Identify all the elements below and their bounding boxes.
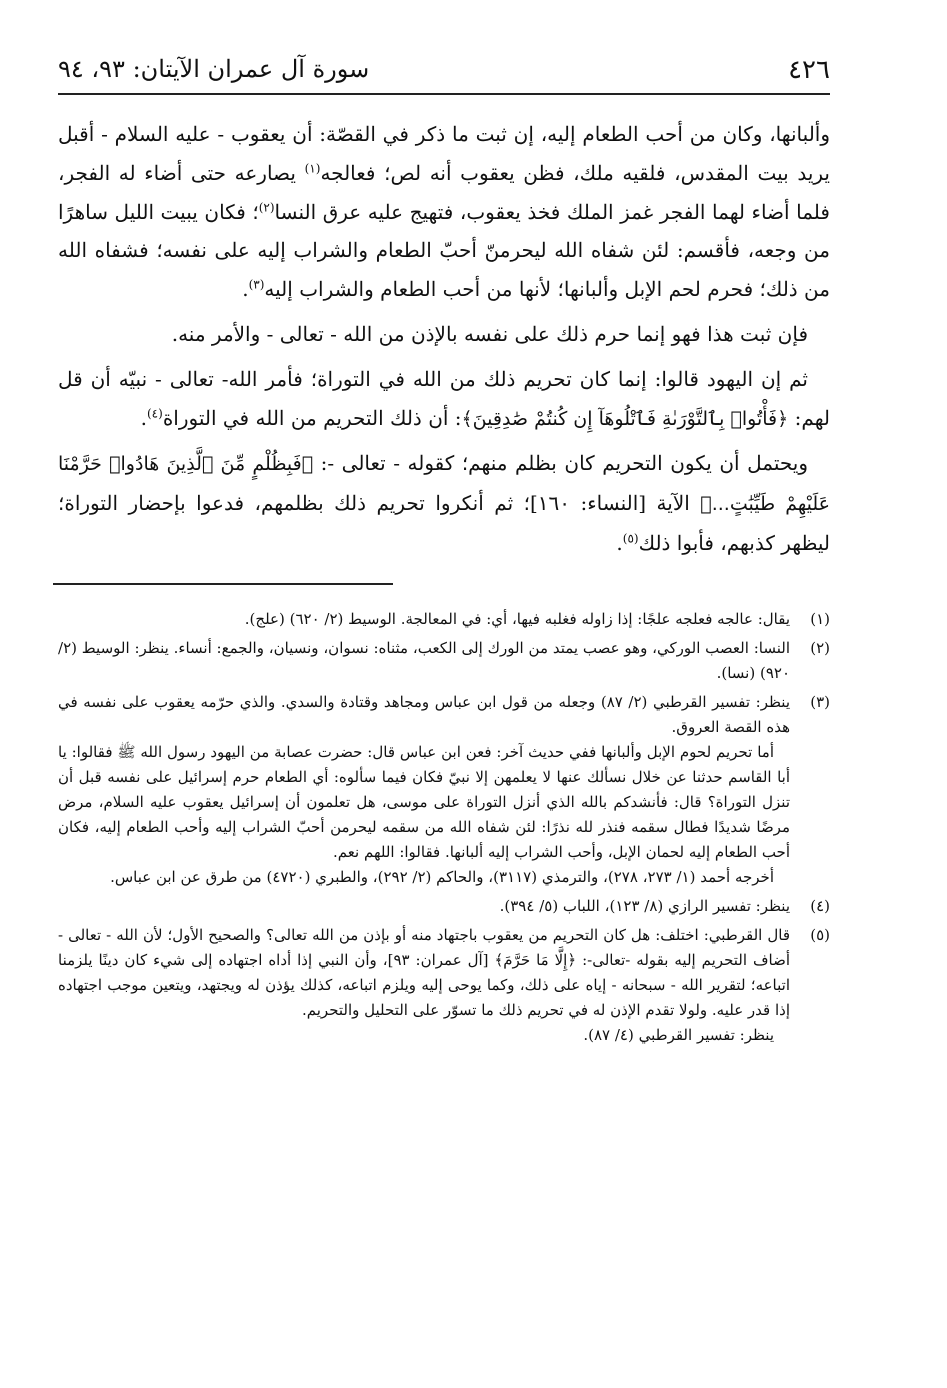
- text-run: الآية [النساء: ١٦٠]؛ ثم أنكروا تحريم ذلك بظلمهم، فدعوا بإحضار التوراة؛ ليظهر كذبهم، فأبوا ذلك: [58, 491, 830, 555]
- paragraph-4: [58, 444, 830, 562]
- footnote-ref: (١): [304, 161, 321, 176]
- footnote-line: ينظر: تفسير الرازي (٨/ ١٢٣)، اللباب (٥/ ٣٩٤).: [499, 896, 790, 915]
- footnote-ref: (٥): [622, 531, 639, 546]
- footnote-line: قال القرطبي: اختلف: هل كان التحريم من يعقوب باجتهاد منه أو بإذن من الله تعالى؟ والصحيح الأول؛ لأن الله - تعالى - أضاف التحريم إليه بقوله -تعالى-: ﴿إِلَّا مَا حَرَّمَ﴾ [آل عمران: ٩٣]، وأن النبي إذا أداه اجتهاده إلى شيء كان دينًا يلزمنا اتباعه؛ لتقرير الله - سبحانه - إياه على ذلك، وكما يوحى إليه ويلزم اتباعه، كذلك يؤذن له ويجتهد، ويتعين موجب اجتهاده إذا قدر عليه. ولولا تقدم الإذن له في تحريم ذلك ما تسوّر على التحليل والتحريم.: [58, 925, 790, 1019]
- footnote-body: [58, 690, 790, 890]
- text-run: وألبانها، وكان من أحب الطعام إليه، إن ثبت ما ذكر في القصّة: أن يعقوب - عليه السلام - أقبل يريد بيت المقدس، فلقيه ملك، فظن يعقوب أنه لص؛ فعالجه: [58, 122, 830, 185]
- footnote-line: النسا: العصب الوركي، وهو عصب يمتد من الورك إلى الكعب، مثناه: نسوان، ونسيان، والجمع: أنساء. ينظر: الوسيط (٢/ ٩٢٠) (نسا).: [58, 638, 790, 682]
- footnote-line: أما تحريم لحوم الإبل وألبانها ففي حديث آخر: فعن ابن عباس قال: حضرت عصابة من اليهود رسول الله ﷺ فقالوا: يا أبا القاسم حدثنا عن خلال نسألك عنها لا يعلمهن إلا نبيّ فكان فيما سألوه: أي الطعام حرم إسرائيل على نفسه قبل أن تنزل التوراة؟ قال: فأنشدكم بالله الذي أنزل التوراة على موسى، هل تعلمون أن إسرائيل يعقوب عليه السلام، مرض مرضًا شديدًا فطال سقمه فنذر لله نذرًا: لئن شفاه الله من سقمه ليحرمن أحبّ الشراب إليه وأحب الطعام إليه، فكان أحب الطعام إليه لحمان الإبل، وأحب الشراب إليه ألبانها. فقالوا: اللهم نعم.: [58, 742, 790, 861]
- text-run: ؛ فكان يبيت الليل ساهرًا من وجعه، فأقسم: لئن شفاه الله ليحرمنّ أحبّ الطعام والشراب إليه على نفسه؛ فشفاه الله من ذلك؛ فحرم لحم الإبل وألبانها؛ لأنها من أحب الطعام والشراب إليه: [58, 199, 830, 302]
- footnote-line: ينظر: تفسير القرطبي (٢/ ٨٧) وجعله من قول ابن عباس ومجاهد وقتادة والسدي. والذي حرّمه يعقوب على نفسه في هذه القصة العروق.: [58, 692, 790, 736]
- paragraph-1: [58, 115, 830, 309]
- footnote: [58, 894, 830, 919]
- footnote-number: (١): [810, 609, 830, 628]
- paragraph-3: [58, 360, 830, 439]
- footnote-ref: (٣): [248, 277, 265, 292]
- footnotes: [58, 607, 830, 1048]
- footnote: [58, 607, 830, 632]
- main-text: [58, 115, 830, 563]
- quran-verse: ﴿فَبِظُلْمٍ مِّنَ ٱلَّذِينَ هَادُوا۟ حَرَّمْنَا عَلَيْهِمْ طَيِّبَٰتٍ...﴾: [58, 453, 830, 516]
- footnote-ref: (٤): [146, 405, 163, 420]
- footnote-body: [58, 636, 790, 686]
- text-run: .: [140, 405, 147, 430]
- footnote-line: ينظر: تفسير القرطبي (٤/ ٨٧).: [583, 1025, 774, 1044]
- footnote-line: أخرجه أحمد (١/ ٢٧٣، ٢٧٨)، والترمذي (٣١١٧)، والحاكم (٢/ ٢٩٢)، والطبري (٤٧٢٠) من طرق عن ابن عباس.: [110, 867, 774, 886]
- footnote-number: (٤): [810, 896, 830, 915]
- quran-verse: ﴿فَأْتُوا۟ بِٱلتَّوْرَىٰةِ فَٱتْلُوهَآ إِن كُنتُمْ صَٰدِقِينَ﴾: [461, 407, 789, 430]
- footnote: [58, 923, 830, 1048]
- page-number: ٤٢٦: [788, 55, 830, 85]
- footnote-body: [58, 923, 790, 1048]
- text-run: ثم إن اليهود قالوا: إنما كان تحريم ذلك من الله في التوراة؛ فأمر الله- تعالى - نبيّه أن قل لهم:: [58, 366, 830, 430]
- footnote-line: يقال: عالجه فعلجه علجًا: إذا زاوله فغلبه فيها، أي: في المعالجة. الوسيط (٢/ ٦٢٠) (علج).: [244, 609, 790, 628]
- text-run: .: [242, 277, 249, 302]
- text-run: ويحتمل أن يكون التحريم كان بظلم منهم؛ كقوله - تعالى -:: [313, 451, 808, 476]
- text-run: .: [616, 530, 623, 555]
- footnote-body: [58, 607, 790, 632]
- footnote-divider: [53, 583, 393, 585]
- paragraph-2: فإن ثبت هذا فهو إنما حرم ذلك على نفسه بالإذن من الله - تعالى - والأمر منه.: [171, 321, 808, 346]
- footnote: [58, 636, 830, 686]
- footnote-number: (٢): [810, 638, 830, 657]
- text-run: : أن ذلك التحريم من الله في التوراة: [162, 405, 462, 430]
- footnote: [58, 690, 830, 890]
- page-header: [58, 45, 830, 95]
- footnote-body: [58, 894, 790, 919]
- footnote-number: (٣): [810, 692, 830, 711]
- running-title: سورة آل عمران الآيتان: ٩٣، ٩٤: [58, 55, 370, 83]
- book-page: [58, 45, 830, 1375]
- text-run: يصارعه حتى أضاء له الفجر، فلما أضاء لهما الفجر غمز الملك فخذ يعقوب، فتهيج عليه عرق النسا: [58, 160, 830, 224]
- footnote-ref: (٢): [258, 199, 275, 214]
- footnote-number: (٥): [810, 925, 830, 944]
